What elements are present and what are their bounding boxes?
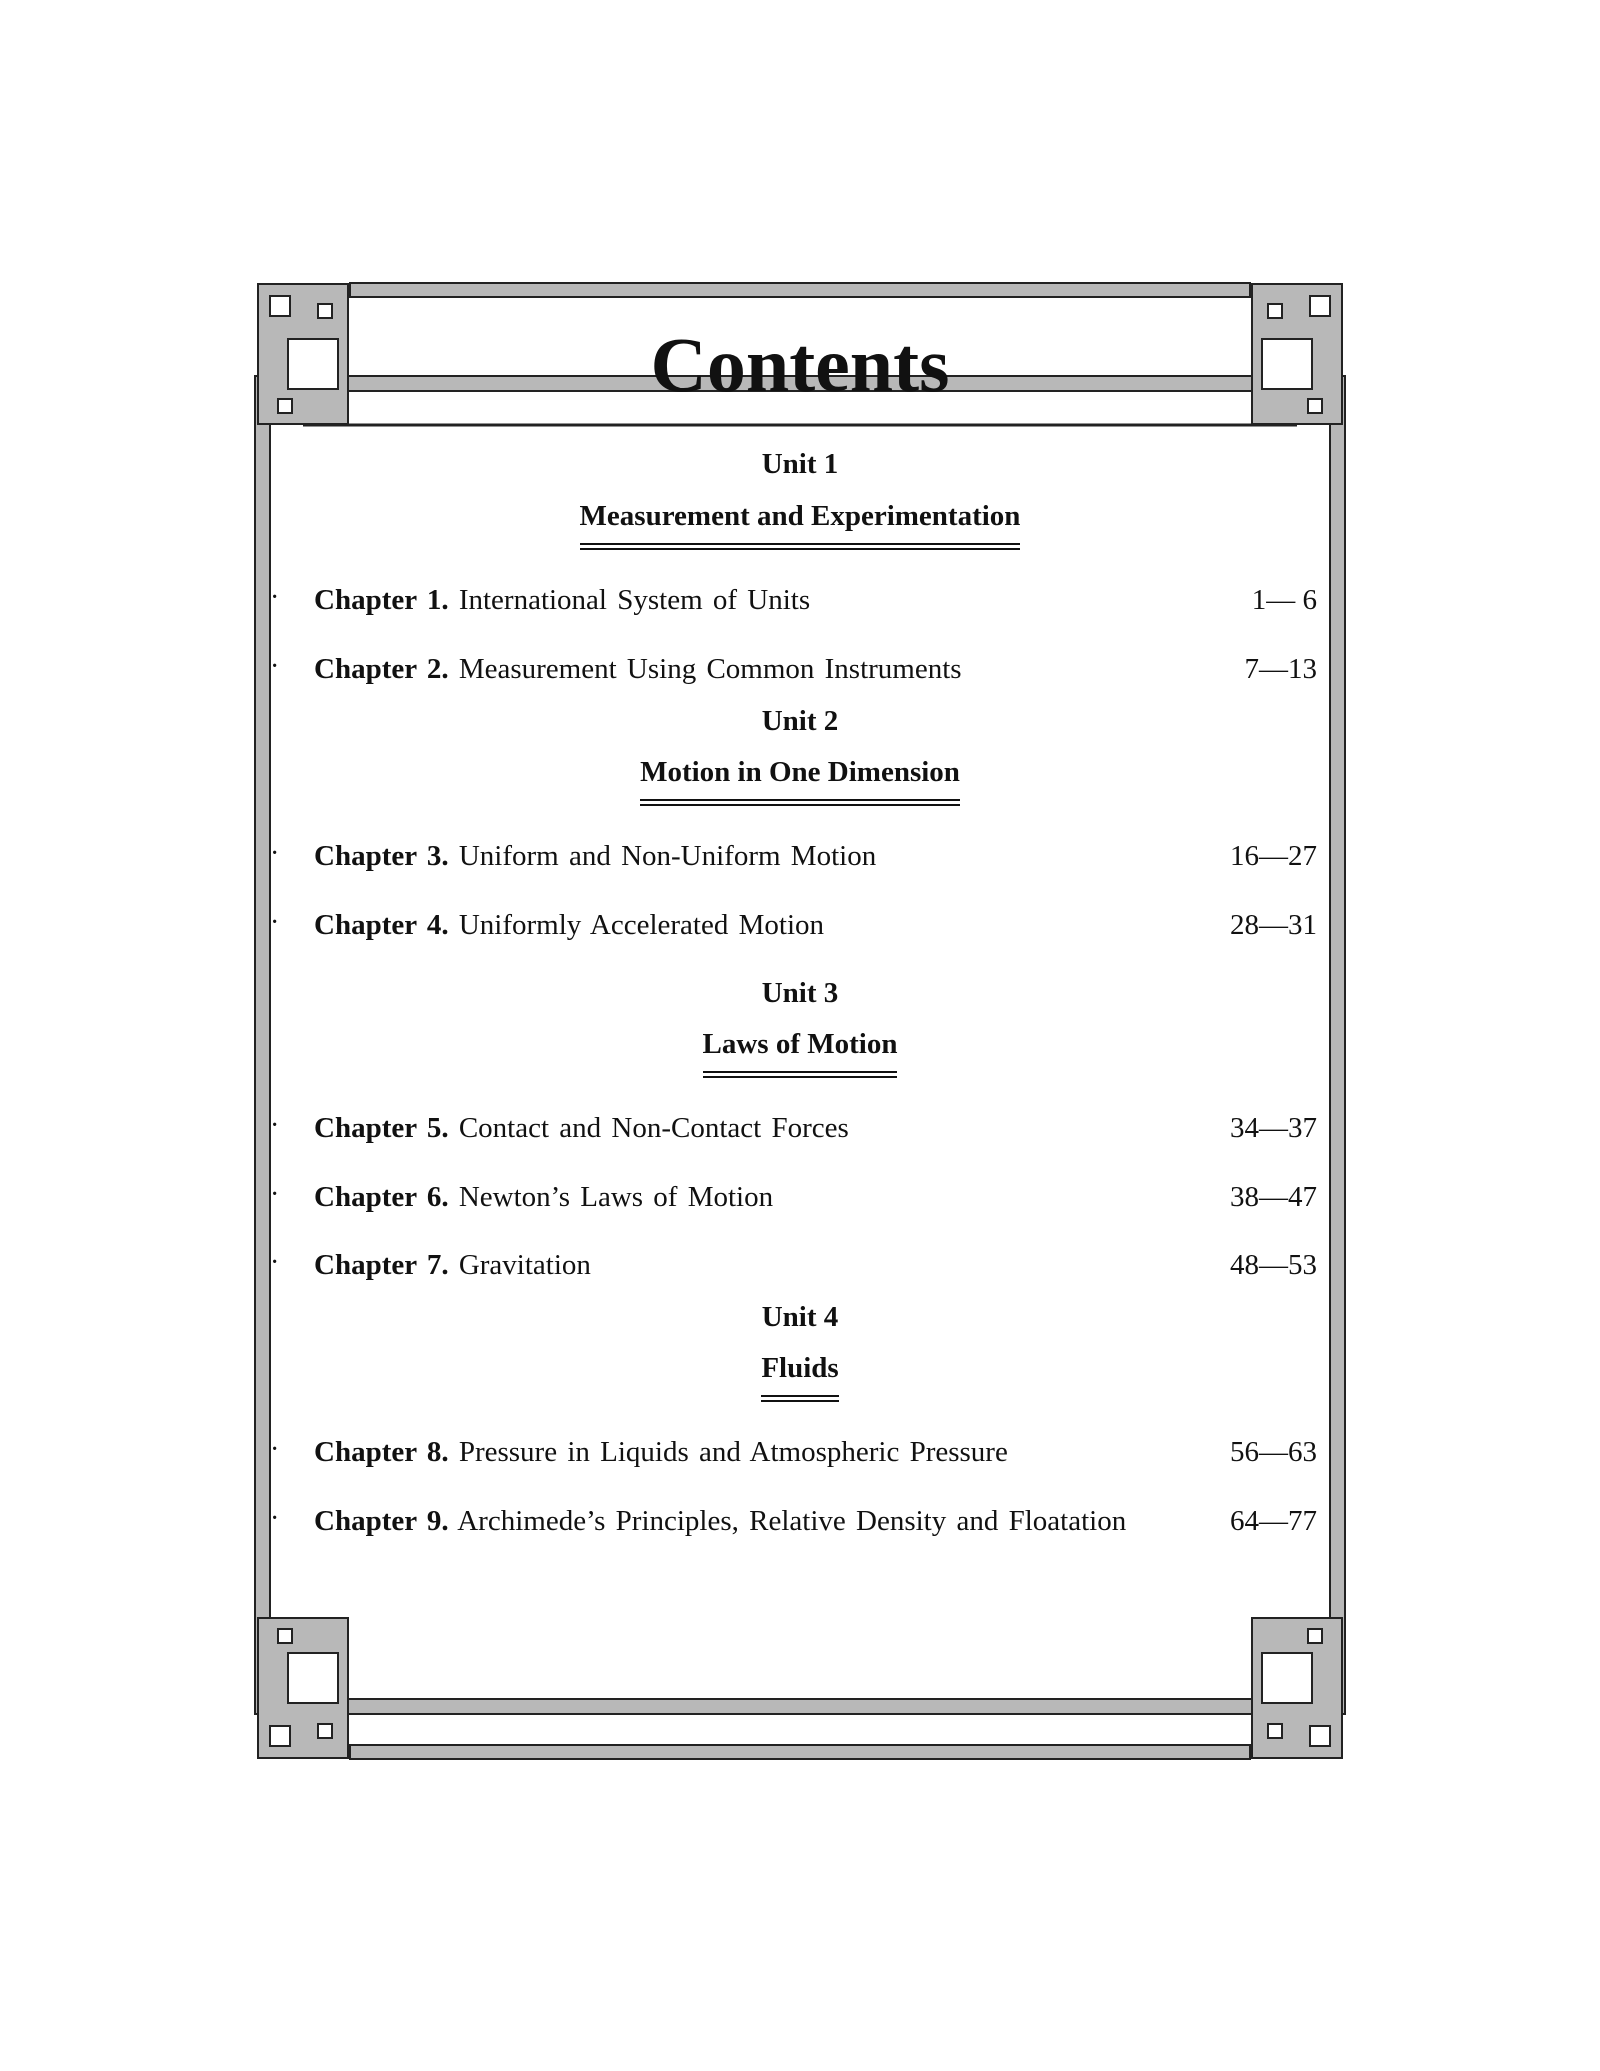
chapter-title: Contact and Non-Contact Forces [458,1112,849,1144]
unit-number: Unit 4 [761,1301,839,1333]
unit-number: Unit 1 [761,448,839,480]
chapter-title: Archimede’s Principles, Relative Density and Floatation [457,1505,1127,1537]
page-range: 16—27 [1230,840,1317,872]
chapter-title: Uniform and Non-Uniform Motion [458,840,877,872]
entry-label [314,583,810,617]
chapter-title: International System of Units [458,584,811,616]
chapter-number: Chapter 4. [314,909,449,941]
unit-name-text: Fluids [761,1354,838,1402]
chapter-number: Chapter 1. [314,584,449,616]
chapter-title: Newton’s Laws of Motion [458,1181,774,1213]
toc-entry[interactable] [270,652,1317,686]
page-range: 34—37 [1230,1112,1317,1144]
entry-label [314,1248,591,1282]
entry-label [314,1504,1126,1538]
page-title: Contents [650,321,950,408]
chapter-title: Uniformly Accelerated Motion [458,909,825,941]
bullet: · [270,1503,280,1534]
toc-entry[interactable] [270,839,1317,873]
toc-entry[interactable] [270,1248,1317,1282]
toc-entry[interactable] [270,1180,1317,1214]
chapter-number: Chapter 6. [314,1181,449,1213]
unit-name [0,758,1600,806]
bullet: · [270,838,280,869]
unit-name [0,1030,1600,1078]
toc-entry[interactable] [270,1435,1317,1469]
chapter-title: Pressure in Liquids and Atmospheric Pressure [458,1436,1008,1468]
chapter-number: Chapter 8. [314,1436,449,1468]
chapter-title: Measurement Using Common Instruments [458,653,962,685]
unit-name [0,1354,1600,1402]
chapter-title: Gravitation [458,1249,591,1281]
entry-label [314,1180,773,1214]
toc-entry[interactable] [270,1111,1317,1145]
entry-label [314,652,962,686]
page-range: 64—77 [1230,1505,1317,1537]
page-range: 7—13 [1244,653,1317,685]
entry-label [314,839,876,873]
bullet: · [270,651,280,682]
entry-label [314,1111,849,1145]
bullet: · [270,1179,280,1210]
unit-name [0,502,1600,550]
unit-name-text: Measurement and Experimentation [580,502,1021,550]
bullet: · [270,1434,280,1465]
chapter-number: Chapter 2. [314,653,449,685]
toc-entry[interactable] [270,583,1317,617]
corner-ornament-bottom-left [258,1618,348,1758]
page-range: 1— 6 [1251,584,1317,616]
bullet: · [270,1247,280,1278]
chapter-number: Chapter 7. [314,1249,449,1281]
unit-name-text: Motion in One Dimension [640,758,960,806]
page-range: 48—53 [1230,1249,1317,1281]
entry-label [314,908,824,942]
unit-number: Unit 3 [761,977,839,1009]
bullet: · [270,582,280,613]
page-range: 38—47 [1230,1181,1317,1213]
toc-entry[interactable] [270,908,1317,942]
chapter-number: Chapter 9. [314,1505,449,1537]
corner-ornament-bottom-right [1252,1618,1342,1758]
entry-label [314,1435,1008,1469]
toc-entry[interactable] [270,1504,1317,1538]
chapter-number: Chapter 3. [314,840,449,872]
unit-number: Unit 2 [761,705,839,737]
bullet: · [270,1110,280,1141]
chapter-number: Chapter 5. [314,1112,449,1144]
page-range: 28—31 [1230,909,1317,941]
bullet: · [270,907,280,938]
page-range: 56—63 [1230,1436,1317,1468]
unit-name-text: Laws of Motion [703,1030,898,1078]
